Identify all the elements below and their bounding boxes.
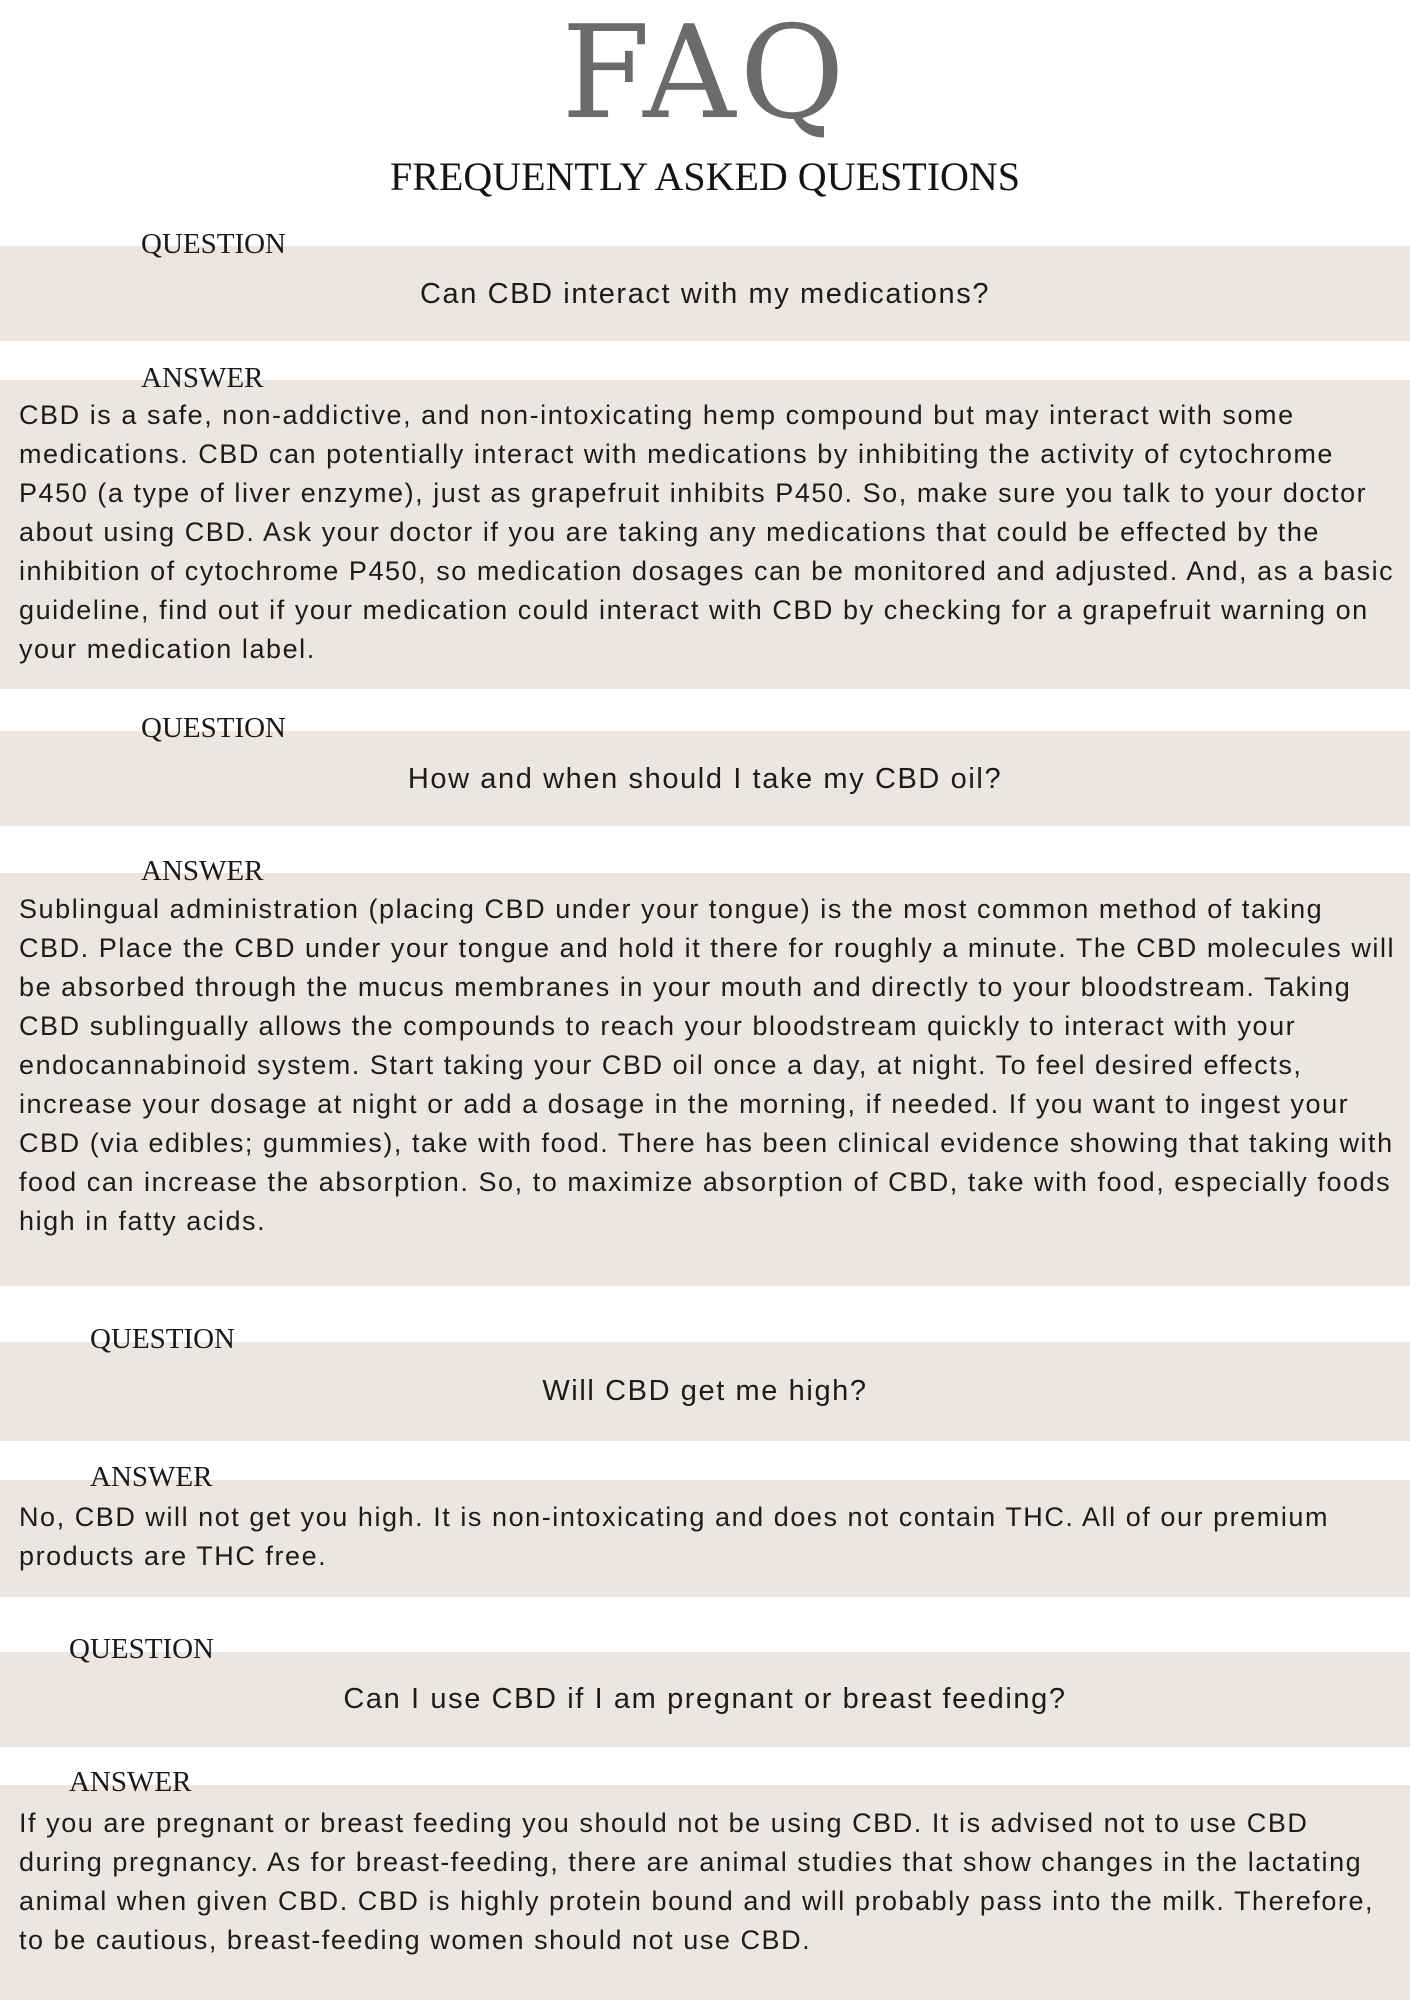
answer-text: If you are pregnant or breast feeding you should not be using CBD. It is advised not to use CBD during pregnancy. As for breast-feeding, there are animal studies that show changes in the lactating animal when given CBD. CBD is highly protein bound and will probably pass into the milk. Therefore, to be cautious, breast-feeding women should not use CBD. — [19, 1808, 1375, 1955]
answer-label: ANSWER — [141, 362, 264, 394]
page-title: FAQ — [561, 0, 849, 148]
answer-text: No, CBD will not get you high. It is non-intoxicating and does not contain THC. All of our premium products are THC free. — [19, 1502, 1329, 1571]
page-subtitle: FREQUENTLY ASKED QUESTIONS — [389, 154, 1021, 199]
answer-label: ANSWER — [141, 855, 264, 887]
question-text: How and when should I take my CBD oil? — [407, 763, 1003, 795]
answer-label: ANSWER — [69, 1766, 192, 1798]
answer-text: CBD is a safe, non-addictive, and non-intoxicating hemp compound but may interact with some medications. CBD can potentially interact with medications by inhibiting the activity of cytochrome P450 (a type of liver enzyme), just as grapefruit inhibits P450. So, make sure you talk to your doctor about using CBD. Ask your doctor if you are taking any medications that could be effected by the inhibition of cytochrome P450, so medication dosages can be monitored and adjusted. And, as a basic guideline, find out if your medication could interact with CBD by checking for a grapefruit warning on your medication label. — [19, 400, 1395, 664]
question-label: QUESTION — [141, 228, 286, 260]
question-label: QUESTION — [69, 1633, 214, 1665]
question-text: Will CBD get me high? — [542, 1375, 868, 1407]
answer-text: Sublingual administration (placing CBD under your tongue) is the most common method of taking CBD. Place the CBD under your tongue and hold it there for roughly a minute. The CBD molecules will be absorbed through the mucus membranes in your mouth and directly to your bloodstream. Taking CBD sublingually allows the compounds to reach your bloodstream quickly to interact with your endocannabinoid system. Start taking your CBD oil once a day, at night. To feel desired effects, increase your dosage at night or add a dosage in the morning, if needed. If you want to ingest your CBD (via edibles; gummies), take with food. There has been clinical evidence showing that taking with food can increase the absorption. So, to maximize absorption of CBD, take with food, especially foods high in fatty acids. — [19, 894, 1396, 1236]
question-label: QUESTION — [90, 1323, 235, 1355]
question-label: QUESTION — [141, 712, 286, 744]
question-text: Can I use CBD if I am pregnant or breast feeding? — [343, 1683, 1067, 1715]
question-text: Can CBD interact with my medications? — [419, 278, 991, 310]
answer-label: ANSWER — [90, 1461, 213, 1493]
